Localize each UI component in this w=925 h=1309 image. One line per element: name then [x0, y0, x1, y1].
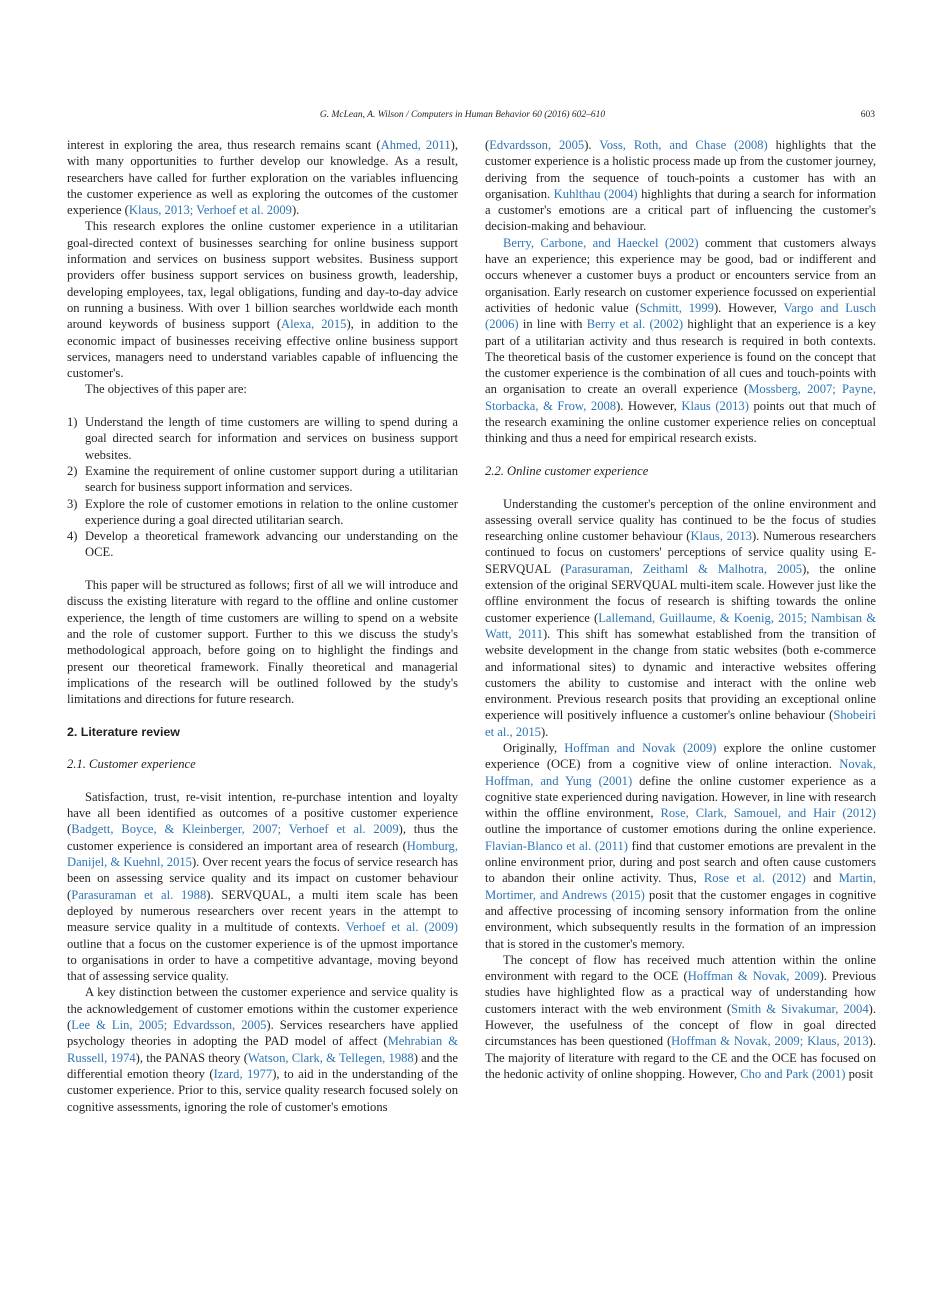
text-run: ). Numerous researchers continued to focus on customers' perceptions of service quality using E-SERVQUAL (: [485, 529, 877, 576]
list-item: 1) Understand the length of time customers are willing to spend during a goal directed search for information and services on business support websites.: [67, 415, 458, 462]
subsection-heading: 2.1. Customer experience: [67, 757, 196, 772]
citation-link[interactable]: Mossberg, 2007; Payne, Storbacka, & Frow, 2008: [485, 382, 876, 413]
text-run: ). Over recent years the focus of service research has been on assessing service quality and its impact on customer behaviour (: [67, 855, 458, 902]
text-run: ). The majority of literature with regard to the CE and the OCE has focused on the hedonic activity of online shopping. However,: [485, 1034, 876, 1081]
paragraph: [67, 137, 458, 218]
left-column: [67, 137, 458, 1115]
citation-link[interactable]: Voss, Roth, and Chase (2008): [599, 138, 768, 152]
text-run: ) and the differential emotion theory (: [67, 1050, 458, 1081]
text-run: ). This shift has somewhat established from the transition of website development in the change from static websites (both e-commerce and informational sites) to dynamic and interactive websites offering customers the ability to customise and interact with the online web environment. Previous research posits that providing an exceptional online experience will positively influence a customer's online behaviour (: [485, 626, 876, 723]
paragraph: [485, 235, 876, 447]
citation-link[interactable]: Verhoef et al. (2009): [345, 920, 458, 935]
text-run: ). Services researchers have applied psychology theories in adopting the PAD model of affect (: [67, 1018, 458, 1049]
text-run: ).: [584, 138, 600, 152]
citation-link[interactable]: Lee & Lin, 2005; Edvardsson, 2005: [71, 1018, 267, 1033]
text-run: ), the online extension of the original SERVQUAL multi-item scale. However just like the offline environment the focus of research is shifting towards the online customer experience (: [485, 561, 876, 625]
text-run: ). Previous studies have highlighted flow as a practical way of understanding how customers interact with the web environment (: [485, 969, 877, 1016]
citation-link[interactable]: Parasuraman, Zeithaml & Malhotra, 2005: [564, 561, 803, 576]
text-run: ).: [291, 203, 300, 218]
section-heading: 2. Literature review: [67, 724, 180, 739]
text-run: ), with many opportunities to further develop our knowledge. As a result, researchers have called for further exploration on the variables influencing the customer experience as well as exploring the outcomes of the customer experience (: [67, 138, 459, 218]
paragraph: [485, 137, 876, 235]
text-run: highlight that an experience is a key part of a utilitarian activity and thus research is required in both contexts. The theoretical basis of the customer experience is found on the concept that the customer experience is the combination of all cues and touch-points with an organisation to create an overall experience (: [485, 317, 876, 397]
text-run: posit: [845, 1066, 874, 1081]
text-run: highlights that the customer experience is a holistic process made up from the customer journey, deriving from the sequence of touch-points a customer has with an organisation.: [485, 138, 877, 201]
paragraph: [485, 952, 876, 1082]
text-run: ), thus the customer experience is considered an important area of research (: [67, 822, 458, 853]
text-run: The concept of flow has received much attention within the online environment with regard to the OCE (: [485, 952, 876, 984]
text-run: explore the online customer experience (OCE) from a cognitive view of online interaction.: [485, 740, 877, 772]
list-item: 2) Examine the requirement of online customer support during a utilitarian search for business support information and services.: [67, 463, 458, 495]
text-run: interest in exploring the area, thus research remains scant (: [67, 138, 381, 152]
running-head: [0, 110, 925, 126]
text-run: find that customer emotions are prevalent in the online environment prior, during and post search and often cause customers to abandon their online activity. Thus,: [485, 838, 876, 886]
citation-link[interactable]: Shobeiri et al., 2015: [485, 708, 876, 739]
citation-link[interactable]: Schmitt, 1999: [639, 300, 714, 315]
subsection-heading: 2.2. Online customer experience: [485, 463, 649, 478]
text-run: define the online customer experience as a cognitive state experienced during navigation. However, in line with research within the offline environment,: [485, 773, 876, 821]
text-run: A key distinction between the customer experience and service quality is the acknowledgement of customer emotions within the customer experience (: [67, 985, 458, 1033]
citation-link[interactable]: Kuhlthau (2004): [553, 186, 638, 201]
citation-link[interactable]: Hoffman & Novak, 2009; Klaus, 2013: [671, 1034, 869, 1049]
text-run: Understanding the customer's perception of the online environment and assessing overall service quality has continued to be the focus of studies researching online customer behaviour (: [485, 496, 876, 544]
citation-link[interactable]: Hoffman & Novak, 2009: [687, 969, 820, 984]
citation-link[interactable]: Edvardsson, 2005: [489, 138, 585, 152]
text-run: Satisfaction, trust, re-visit intention, re-purchase intention and loyalty have all been identified as outcomes of a positive customer experience (: [67, 789, 458, 837]
paragraph: [67, 577, 458, 707]
text-run: (: [485, 138, 490, 152]
page-number: 603: [860, 110, 875, 120]
text-run: ). However,: [616, 398, 682, 413]
text-run: ), to aid in the understanding of the customer experience. Prior to this, service quality research focused solely on cognitive assessments, ignoring the role of customer's emotions: [67, 1066, 458, 1114]
text-run: outline the importance of customer emotions during the online experience.: [485, 822, 876, 837]
citation-link[interactable]: Alexa, 2015: [281, 317, 347, 332]
text-run: Originally,: [503, 740, 565, 755]
paragraph: [67, 218, 458, 381]
right-column: [485, 137, 876, 1082]
citation-link[interactable]: Berry et al. (2002): [586, 317, 684, 332]
citation-link[interactable]: Flavian-Blanco et al. (2011): [485, 838, 628, 853]
text-run: outline that a focus on the customer experience is of the upmost importance to organisations in order to have a competitive advantage, moving beyond that of assessing service quality.: [67, 936, 458, 984]
citation-link[interactable]: Izard, 1977: [213, 1066, 273, 1081]
citation-link[interactable]: Badgett, Boyce, & Kleinberger, 2007; Verhoef et al. 2009: [71, 822, 399, 837]
text-run: The objectives of this paper are:: [85, 382, 247, 397]
text-run: ). However,: [713, 300, 784, 315]
objectives-list: [67, 414, 458, 561]
citation-link[interactable]: Cho and Park (2001): [740, 1066, 846, 1081]
citation-link[interactable]: Rose, Clark, Samouel, and Hair (2012): [660, 806, 877, 821]
text-run: highlights that during a search for information a customer's emotions are a critical part of influencing the customer's decision-making and behaviour.: [485, 186, 877, 234]
text-run: ). However, the usefulness of the concept of flow in goal directed circumstances has been questioned (: [485, 1001, 876, 1049]
paragraph: [485, 496, 876, 740]
text-run: comment that customers always have an experience; this experience may be good, bad or indifferent and occurs whenever a customer buys a product or encounters service from an organisation. Early research on customer experience focussed on experiential activities of hedonic value (: [485, 235, 876, 315]
paragraph: [67, 984, 458, 1114]
citation-link[interactable]: Mehrabian & Russell, 1974: [67, 1034, 458, 1065]
text-run: ).: [540, 724, 549, 739]
citation-link[interactable]: Lallemand, Guillaume, & Koenig, 2015; Nambisan & Watt, 2011: [485, 610, 877, 641]
citation-link[interactable]: Ahmed, 2011: [380, 138, 451, 152]
text-run: ), in addition to the economic impact of businesses receiving effective online business support services, managers need to understand variables capable of influencing the customer's.: [67, 317, 459, 381]
text-run: ), the PANAS theory (: [135, 1050, 248, 1065]
paragraph: [485, 740, 876, 952]
citation-link[interactable]: Watson, Clark, & Tellegen, 1988: [247, 1050, 414, 1065]
text-run: points out that much of the research examining the online customer experience relies on conceptual thinking and thus a need for empirical research exists.: [485, 398, 876, 446]
text-run: ). SERVQUAL, a multi item scale has been deployed by numerous researchers over recent years in the attempt to measure service quality in a multitude of contexts.: [67, 887, 459, 935]
citation-link[interactable]: Klaus, 2013: [690, 529, 752, 544]
citation-link[interactable]: Rose et al. (2012): [703, 871, 806, 886]
paragraph: [67, 381, 458, 397]
citation-link[interactable]: Klaus, 2013; Verhoef et al. 2009: [128, 203, 292, 218]
citation-link[interactable]: Parasuraman et al. 1988: [71, 887, 207, 902]
journal-citation: G. McLean, A. Wilson / Computers in Human Behavior 60 (2016) 602–610: [319, 110, 606, 120]
citation-link[interactable]: Klaus (2013): [681, 398, 749, 413]
citation-link[interactable]: Hoffman and Novak (2009): [564, 740, 717, 755]
text-run: in line with: [518, 317, 587, 332]
text-run: This paper will be structured as follows; first of all we will introduce and discuss the existing literature with regard to the offline and online customer experience, the length of time customers are willing to spend on a website and the role of customer support. Further to this we discuss the study's methodological approach, before going on to highlight the findings and present our theoretical framework. Finally theoretical and managerial implications of the research will be outlined followed by the study's limitations and directions for future research.: [67, 578, 458, 707]
text-run: This research explores the online customer experience in a utilitarian goal-directed context of businesses searching for online business support information and services on business support websites. Business support providers offer business support services on business growth, leadership, developing employees, tax, legal obligations, funding and day-to-day advice on running a business. With over 1 billion searches worldwide each month around keywords of business support (: [67, 219, 458, 332]
citation-link[interactable]: Berry, Carbone, and Haeckel (2002): [503, 235, 699, 250]
citation-link[interactable]: Novak, Hoffman, and Yung (2001): [485, 757, 876, 788]
citation-link[interactable]: Vargo and Lusch (2006): [485, 300, 876, 332]
text-run: and: [805, 871, 839, 886]
citation-link[interactable]: Smith & Sivakumar, 2004: [731, 1001, 869, 1016]
text-run: posit that the customer engages in cognitive and affective processing of incoming sensory information from the online environment, which subsequently results in the formation of an impression that is stored in the customer's memory.: [485, 887, 877, 951]
citation-link[interactable]: Martin, Mortimer, and Andrews (2015): [485, 871, 876, 902]
paragraph: [67, 789, 458, 985]
list-item: 3) Explore the role of customer emotions in relation to the online customer experience during a goal directed utilitarian search.: [67, 496, 458, 527]
list-item: 4) Develop a theoretical framework advancing our understanding on the OCE.: [67, 529, 458, 560]
citation-link[interactable]: Homburg, Danijel, & Kuehnl, 2015: [67, 838, 458, 870]
